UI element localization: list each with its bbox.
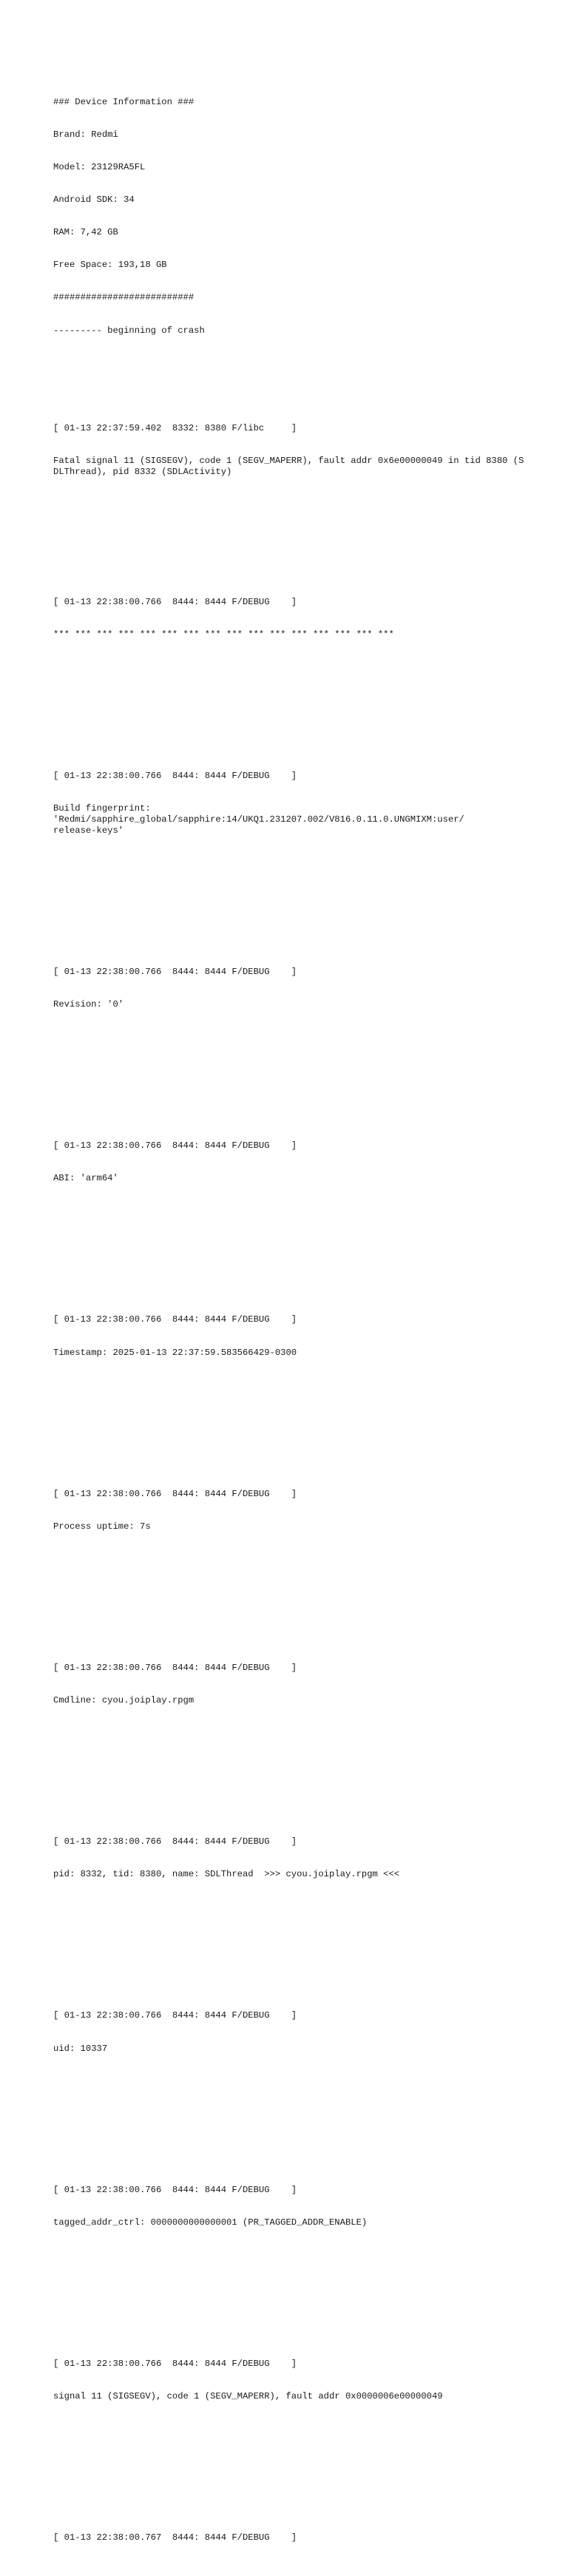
log-entry-header: [ 01-13 22:38:00.766 8444: 8444 F/DEBUG ] [53, 2184, 297, 2195]
log-entry-body: *** *** *** *** *** *** *** *** *** *** *** *** *** *** *** *** [53, 629, 394, 640]
brand-line: Brand: Redmi [53, 129, 118, 140]
log-entry-body: Revision: '0' [53, 999, 124, 1010]
log-entry [53, 1641, 527, 1728]
ram-line: RAM: 7,42 GB [53, 227, 118, 238]
log-entry [53, 575, 527, 663]
log-entry-header: [ 01-13 22:38:00.766 8444: 8444 F/DEBUG ] [53, 967, 297, 978]
crash-begin-line: --------- beginning of crash [53, 325, 205, 336]
log-entry [53, 1119, 527, 1206]
log-entry-body: pid: 8332, tid: 8380, name: SDLThread >>> cyou.joiplay.rpgm <<< [53, 1869, 400, 1880]
log-entry [53, 2336, 527, 2424]
sdk-line: Android SDK: 34 [53, 195, 135, 206]
log-entry-body: Timestamp: 2025-01-13 22:37:59.583566429-0300 [53, 1347, 297, 1358]
log-entry-body: Process uptime: 7s [53, 1521, 151, 1532]
log-entry-body: uid: 10337 [53, 2043, 108, 2054]
log-entry [53, 1815, 527, 1902]
log-entry-body: Cmdline: cyou.joiplay.rpgm [53, 1695, 195, 1706]
log-entry [53, 1293, 527, 1380]
log-entry [53, 1989, 527, 2076]
device-info-header: ### Device Information ### [53, 96, 195, 107]
model-line: Model: 23129RA5FL [53, 162, 146, 173]
log-entry-header: [ 01-13 22:38:00.766 8444: 8444 F/DEBUG ] [53, 2010, 297, 2021]
log-entry-header: [ 01-13 22:38:00.766 8444: 8444 F/DEBUG ] [53, 1836, 297, 1848]
free-space-line: Free Space: 193,18 GB [53, 260, 167, 271]
log-entry [53, 749, 527, 858]
log-entry [53, 1467, 527, 1554]
separator-line: ########################## [53, 292, 195, 303]
log-entry-header: [ 01-13 22:38:00.767 8444: 8444 F/DEBUG ] [53, 2532, 297, 2543]
log-entry [53, 945, 527, 1032]
log-entry-header: [ 01-13 22:38:00.766 8444: 8444 F/DEBUG ] [53, 1488, 297, 1499]
log-entry [53, 2511, 527, 2566]
log-entry-header: [ 01-13 22:38:00.766 8444: 8444 F/DEBUG ] [53, 1140, 297, 1152]
log-entry-header: [ 01-13 22:38:00.766 8444: 8444 F/DEBUG ] [53, 597, 297, 608]
log-entry-body: signal 11 (SIGSEGV), code 1 (SEGV_MAPERR), fault addr 0x0000006e00000049 [53, 2391, 443, 2401]
log-entry-body: ABI: 'arm64' [53, 1173, 118, 1184]
log-entry-header: [ 01-13 22:37:59.402 8332: 8380 F/libc ] [53, 422, 297, 433]
log-entry-header: [ 01-13 22:38:00.766 8444: 8444 F/DEBUG ] [53, 771, 297, 782]
log-entry [53, 402, 527, 499]
log-entry-body: Fatal signal 11 (SIGSEGV), code 1 (SEGV_MAPERR), fault addr 0x6e00000049 in tid 8380 (SDLThread), pid 8332 (SDLActivity) [53, 456, 524, 477]
device-info-block [53, 75, 527, 357]
log-entry [53, 2163, 527, 2250]
log-entry-body: tagged_addr_ctrl: 0000000000000001 (PR_TAGGED_ADDR_ENABLE) [53, 2217, 368, 2228]
log-entry-body: Build fingerprint: 'Redmi/sapphire_global/sapphire:14/UKQ1.231207.002/V816.0.11.0.UNGMIXM:user/ release-keys' [53, 803, 464, 836]
crash-log-document [53, 53, 527, 2576]
log-entry-header: [ 01-13 22:38:00.766 8444: 8444 F/DEBUG ] [53, 1314, 297, 1325]
log-entry-header: [ 01-13 22:38:00.766 8444: 8444 F/DEBUG ] [53, 1662, 297, 1673]
log-entry-header: [ 01-13 22:38:00.766 8444: 8444 F/DEBUG ] [53, 2358, 297, 2369]
